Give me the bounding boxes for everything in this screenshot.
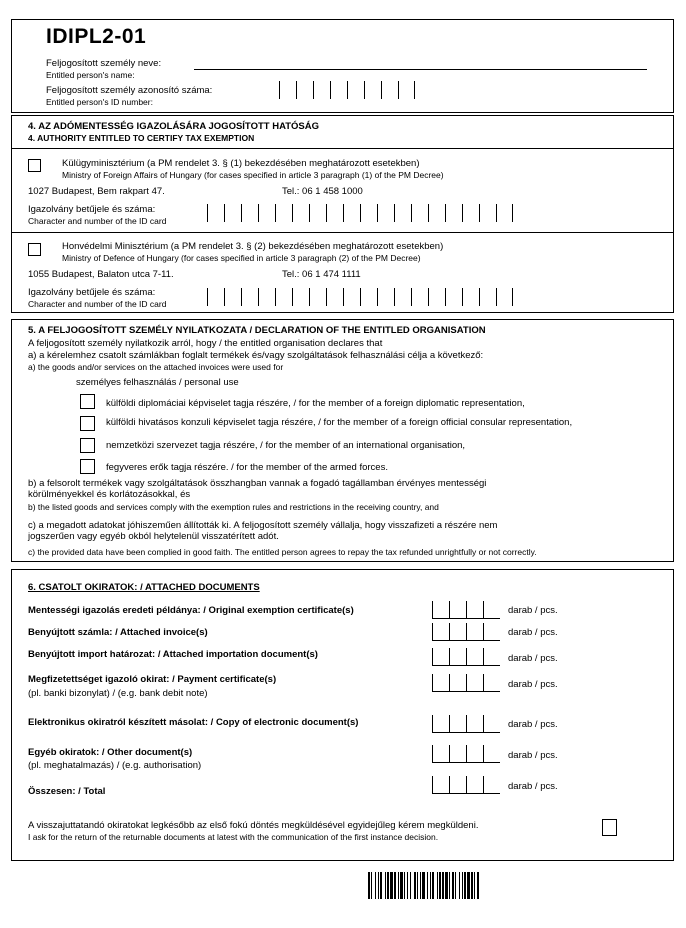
person-id-field[interactable] <box>262 81 415 99</box>
section-5-b-hu-1: b) a felsorolt termékek vagy szolgáltatások összhangban vannak a fogadó tagállamban érvényes mentességi <box>28 478 487 489</box>
id-label-hu: Feljogosított személy azonosító száma: <box>46 85 213 96</box>
form-code: IDIPL2-01 <box>46 25 147 48</box>
authority-mfa-name-hu: Külügyminisztérium (a PM rendelet 3. § (1) bekezdésében meghatározott esetekben) <box>62 158 420 169</box>
option-consular-label: külföldi hivatásos konzuli képviselet tagja részére, / for the member of a foreign official consular representation, <box>106 417 573 428</box>
personal-use-label: személyes felhasználás / personal use <box>76 377 239 388</box>
name-label-hu: Feljogosított személy neve: <box>46 58 162 69</box>
section-4-title-en: 4. AUTHORITY ENTITLED TO CERTIFY TAX EXEMPTION <box>28 133 255 143</box>
section-5-a-hu: a) a kérelemhez csatolt számlákban foglalt termékek és/vagy szolgáltatások felhasználási célja a következő: <box>28 350 484 361</box>
barcode <box>368 872 576 899</box>
authority-mod-id-field[interactable] <box>207 288 513 306</box>
authority-mod-name-hu: Honvédelmi Minisztérium (a PM rendelet 3. § (2) bekezdésében meghatározott esetekben) <box>62 241 444 252</box>
authority-mfa-address: 1027 Budapest, Bem rakpart 47. <box>28 186 165 197</box>
section-5-c-en: c) the provided data have been complied in good faith. The entitled person agrees to repay the tax refunded unrightfully or not correctly. <box>28 547 537 557</box>
doc-row-label: Megfizetettséget igazoló okirat: / Payment certificate(s) <box>28 674 277 685</box>
authority-mfa-id-field[interactable] <box>207 204 513 222</box>
doc-unit: darab / pcs. <box>508 750 558 761</box>
doc-count-field[interactable] <box>432 601 500 619</box>
authority-mod-address: 1055 Budapest, Balaton utca 7-11. <box>28 269 174 280</box>
option-diplomatic-checkbox[interactable] <box>80 394 95 409</box>
section-6 <box>11 569 674 861</box>
option-armed-forces-label: fegyveres erők tagja részére. / for the member of the armed forces. <box>106 462 388 473</box>
section-5 <box>11 319 674 562</box>
section-5-c-hu-2: jogszerűen vagy egyéb okból helytelenül visszatérített adót. <box>28 531 279 542</box>
doc-unit: darab / pcs. <box>508 653 558 664</box>
authority-mod-id-label-en: Character and number of the ID card <box>28 299 167 309</box>
doc-count-field[interactable] <box>432 715 500 733</box>
option-international-label: nemzetközi szervezet tagja részére, / for the member of an international organisation, <box>106 440 466 451</box>
doc-unit: darab / pcs. <box>508 605 558 616</box>
return-request-checkbox[interactable] <box>602 819 617 836</box>
authority-mod-checkbox[interactable] <box>28 243 41 256</box>
option-diplomatic-label: külföldi diplomáciai képviselet tagja részére, / for the member of a foreign diplomatic representation, <box>106 398 525 409</box>
doc-row-sub: (pl. banki bizonylat) / (e.g. bank debit note) <box>28 688 208 699</box>
section-4 <box>11 115 674 313</box>
doc-row-label: Benyújtott számla: / Attached invoice(s) <box>28 627 208 638</box>
doc-total-label: Összesen: / Total <box>28 786 106 797</box>
section-6-title: 6. CSATOLT OKIRATOK: / ATTACHED DOCUMENTS <box>28 582 260 593</box>
section-5-intro: A feljogosított személy nyilatkozik arról, hogy / the entitled organisation declares that <box>28 338 383 349</box>
doc-row-label: Mentességi igazolás eredeti példánya: / Original exemption certificate(s) <box>28 605 354 616</box>
header-box <box>11 19 674 113</box>
doc-row-sub: (pl. meghatalmazás) / (e.g. authorisation) <box>28 760 202 771</box>
return-request-hu: A visszajuttatandó okiratokat legkésőbb az első fokú döntés megküldésével egyidejűleg kérem megküldeni. <box>28 820 479 831</box>
section-5-a-en: a) the goods and/or services on the attached invoices were used for <box>28 362 284 372</box>
section-5-b-en: b) the listed goods and services comply with the exemption rules and restrictions in the receiving country, and <box>28 502 439 512</box>
doc-unit: darab / pcs. <box>508 627 558 638</box>
doc-count-field[interactable] <box>432 674 500 692</box>
authority-mod-name-en: Ministry of Defence of Hungary (for cases specified in article 3 paragraph (2) of the PM Decree) <box>62 253 421 263</box>
section-5-title: 5. A FELJOGOSÍTOTT SZEMÉLY NYILATKOZATA / DECLARATION OF THE ENTITLED ORGANISATION <box>28 325 486 336</box>
name-label-en: Entitled person's name: <box>46 70 135 80</box>
name-field[interactable] <box>194 69 647 70</box>
section-4-title-hu: 4. AZ ADÓMENTESSÉG IGAZOLÁSÁRA JOGOSÍTOTT HATÓSÁG <box>28 121 319 132</box>
option-consular-checkbox[interactable] <box>80 416 95 431</box>
doc-count-field[interactable] <box>432 745 500 763</box>
return-request-en: I ask for the return of the returnable documents at latest with the communication of the first instance decision. <box>28 832 439 842</box>
doc-row-label: Egyéb okiratok: / Other document(s) <box>28 747 193 758</box>
doc-unit: darab / pcs. <box>508 719 558 730</box>
doc-count-field[interactable] <box>432 648 500 666</box>
authority-mfa-name-en: Ministry of Foreign Affairs of Hungary (for cases specified in article 3 paragraph (1) of the PM Decree) <box>62 170 444 180</box>
section-5-c-hu-1: c) a megadott adatokat jóhiszeműen állították ki. A feljogosított személy vállalja, hogy visszafizeti a részére nem <box>28 520 498 531</box>
doc-total-field[interactable] <box>432 776 500 794</box>
doc-row-label: Elektronikus okiratról készített másolat: / Copy of electronic document(s) <box>28 717 359 728</box>
authority-mod-id-label-hu: Igazolvány betűjele és száma: <box>28 287 156 298</box>
doc-unit: darab / pcs. <box>508 781 558 792</box>
authority-mfa-id-label-en: Character and number of the ID card <box>28 216 167 226</box>
doc-count-field[interactable] <box>432 623 500 641</box>
option-armed-forces-checkbox[interactable] <box>80 459 95 474</box>
authority-mfa-id-label-hu: Igazolvány betűjele és száma: <box>28 204 156 215</box>
option-international-checkbox[interactable] <box>80 438 95 453</box>
doc-row-label: Benyújtott import határozat: / Attached importation document(s) <box>28 649 318 660</box>
authority-mod-phone: Tel.: 06 1 474 1111 <box>282 269 361 280</box>
id-label-en: Entitled person's ID number: <box>46 97 153 107</box>
doc-unit: darab / pcs. <box>508 679 558 690</box>
authority-mfa-checkbox[interactable] <box>28 159 41 172</box>
authority-mfa-phone: Tel.: 06 1 458 1000 <box>282 186 363 197</box>
section-5-b-hu-2: körülményekkel és korlátozásokkal, és <box>28 489 191 500</box>
